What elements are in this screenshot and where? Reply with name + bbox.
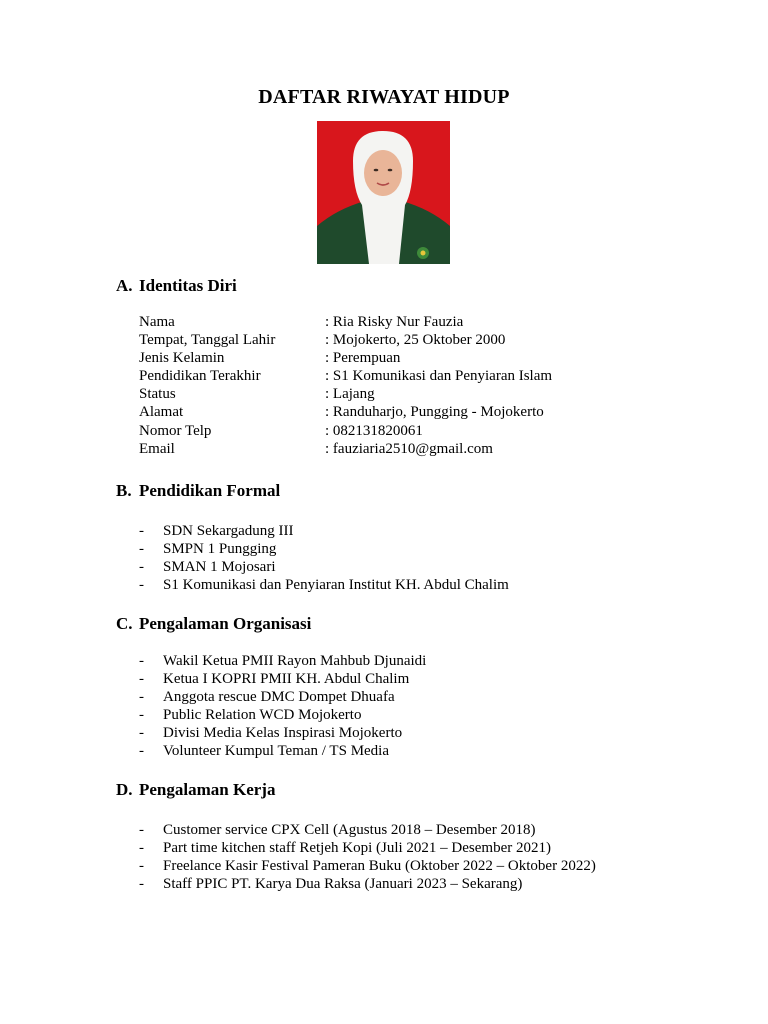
list-item: [139, 821, 596, 839]
list-dash: -: [139, 707, 144, 724]
list-item-text: Staff PPIC PT. Karya Dua Raksa (Januari 2023 – Sekarang): [163, 876, 523, 893]
identity-key: Tempat, Tanggal Lahir: [139, 332, 276, 349]
list-dash: -: [139, 523, 144, 539]
list-item: [139, 724, 426, 742]
identity-value: : Perempuan: [325, 350, 401, 367]
list-item: [139, 857, 596, 875]
list-dash: -: [139, 858, 144, 875]
list-item-text: S1 Komunikasi dan Penyiaran Institut KH. Abdul Chalim: [163, 577, 509, 594]
list-item: [139, 540, 509, 558]
list-item: [139, 576, 509, 594]
list-item: [139, 706, 426, 724]
list-item-text: Customer service CPX Cell (Agustus 2018 – Desember 2018): [163, 822, 536, 838]
identity-key: Nomor Telp: [139, 422, 212, 439]
list-item-text: Anggota rescue DMC Dompet Dhuafa: [163, 689, 395, 706]
list-dash: -: [139, 840, 144, 857]
list-item: [139, 742, 426, 760]
identity-value: : Mojokerto, 25 Oktober 2000: [325, 332, 506, 349]
identity-key: Alamat: [139, 404, 184, 421]
list-dash: -: [139, 725, 144, 742]
identity-key: Pendidikan Terakhir: [139, 368, 261, 385]
section-letter: C.: [116, 614, 133, 633]
list-dash: -: [139, 689, 144, 706]
profile-photo: [317, 121, 450, 264]
list-item-text: Wakil Ketua PMII Rayon Mahbub Djunaidi: [163, 653, 427, 669]
identity-key: Email: [139, 440, 175, 457]
section-letter: A.: [116, 276, 133, 295]
list-item: [139, 875, 596, 893]
section-title: Pengalaman Kerja: [139, 780, 276, 799]
identity-value: : Lajang: [325, 386, 375, 403]
identity-table: [139, 313, 552, 458]
section-heading-identitas: [116, 276, 237, 296]
section-title: Identitas Diri: [139, 276, 237, 295]
list-item-text: Part time kitchen staff Retjeh Kopi (Juli 2021 – Desember 2021): [163, 840, 551, 857]
list-item-text: SMAN 1 Mojosari: [163, 559, 276, 576]
list-item: [139, 670, 426, 688]
identity-row: [139, 385, 552, 403]
list-dash: -: [139, 559, 144, 576]
organization-list: [139, 652, 426, 761]
identity-row: [139, 440, 552, 458]
list-item-text: Ketua I KOPRI PMII KH. Abdul Chalim: [163, 671, 410, 688]
education-list: [139, 522, 509, 594]
list-item-text: SDN Sekargadung III: [163, 523, 294, 539]
identity-row: [139, 367, 552, 385]
list-item-text: Public Relation WCD Mojokerto: [163, 707, 362, 724]
document-title: DAFTAR RIWAYAT HIDUP: [258, 86, 510, 108]
identity-value: : Ria Risky Nur Fauzia: [325, 314, 464, 330]
list-item-text: SMPN 1 Pungging: [163, 541, 277, 558]
section-title: Pengalaman Organisasi: [139, 614, 312, 633]
section-letter: D.: [116, 780, 133, 799]
identity-row: [139, 331, 552, 349]
identity-key: Jenis Kelamin: [139, 350, 225, 367]
section-heading-kerja: [116, 780, 275, 800]
work-list: [139, 821, 596, 893]
list-item: [139, 839, 596, 857]
list-dash: -: [139, 822, 144, 838]
list-dash: -: [139, 541, 144, 558]
identity-key: Status: [139, 386, 176, 403]
list-item: [139, 652, 426, 670]
list-item: [139, 688, 426, 706]
identity-value: : S1 Komunikasi dan Penyiaran Islam: [325, 368, 553, 385]
list-dash: -: [139, 653, 144, 669]
list-item: [139, 522, 509, 540]
identity-row: [139, 349, 552, 367]
identity-value: : Randuharjo, Pungging - Mojokerto: [325, 404, 544, 421]
list-dash: -: [139, 876, 144, 893]
list-dash: -: [139, 671, 144, 688]
section-letter: B.: [116, 481, 132, 500]
section-title: Pendidikan Formal: [139, 481, 281, 500]
list-item: [139, 558, 509, 576]
identity-row: [139, 422, 552, 440]
list-dash: -: [139, 743, 144, 760]
list-item-text: Volunteer Kumpul Teman / TS Media: [163, 743, 390, 760]
list-item-text: Divisi Media Kelas Inspirasi Mojokerto: [163, 725, 403, 742]
identity-row: [139, 403, 552, 421]
list-dash: -: [139, 577, 144, 594]
section-heading-pendidikan: [116, 481, 280, 501]
identity-value: : 082131820061: [325, 422, 423, 439]
list-item-text: Freelance Kasir Festival Pameran Buku (Oktober 2022 – Oktober 2022): [163, 858, 596, 875]
section-heading-organisasi: [116, 614, 311, 634]
identity-key: Nama: [139, 314, 175, 330]
identity-value: : fauziaria2510@gmail.com: [325, 440, 493, 457]
identity-row: [139, 313, 552, 331]
